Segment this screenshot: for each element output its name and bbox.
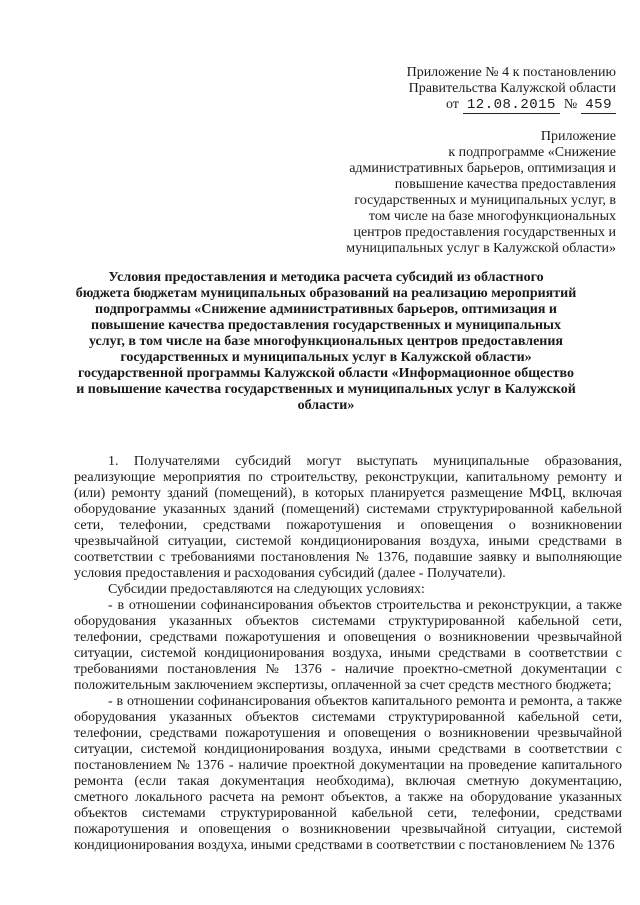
date-prefix: от: [445, 97, 459, 112]
sub-appendix-line: центров предоставления государственных и: [353, 225, 616, 240]
number-stamp: 459: [581, 97, 616, 114]
sub-appendix-line: административных барьеров, оптимизация и: [349, 161, 616, 176]
sub-appendix-line: к подпрограмме «Снижение: [448, 145, 616, 160]
sub-appendix-line: государственных и муниципальных услуг, в: [354, 193, 616, 208]
appendix-date-line: [376, 97, 616, 114]
title-line: услуг, в том числе на базе многофункциональных центров предоставления: [88, 334, 564, 349]
title-line: подпрограммы «Снижение административных барьеров, оптимизация и: [95, 302, 557, 317]
appendix-header-line: Приложение № 4 к постановлению: [406, 65, 616, 80]
document-title: [56, 270, 596, 414]
document-body: [74, 454, 622, 854]
sub-appendix-line: повышение качества предоставления: [394, 177, 616, 192]
sub-appendix-line: муниципальных услуг в Калужской области»: [346, 241, 616, 256]
title-line: государственной программы Калужской области «Информационное общество: [78, 366, 574, 381]
number-prefix: №: [563, 97, 578, 112]
appendix-header: [376, 65, 616, 114]
paragraph-recipients: 1. Получателями субсидий могут выступать муниципальные образования, реализующие мероприятия по строительству, реконструкции, капитальному ремонту и (или) ремонту зданий (помещений), в которых планируется размещение МФЦ, включая оборудование указанных зданий (помещений) системами структурированной кабельной сети, телефонии, средствами пожаротушения и оповещения о возникновении чрезвычайной ситуации, системой кондиционирования воздуха, иными средствами в соответствии с требованиями постановления № 1376, подавшие заявку и выполняющие условия предоставления и расходования субсидий (далее - Получатели).: [74, 454, 622, 581]
title-line: государственных и муниципальных услуг в Калужской области»: [120, 350, 532, 365]
title-line: области»: [297, 398, 355, 413]
paragraph-repair-condition: - в отношении софинансирования объектов капитального ремонта и ремонта, а также оборудования указанных объектов системами структурированной кабельной сети, телефонии, средствами пожаротушения и оповещения о возникновении чрезвычайной ситуации, системой кондиционирования воздуха, иными средствами в соответствии с постановлением № 1376 - наличие проектной документации на проведение капитального ремонта (если такая документация необходима), включая сметную документацию, сметного локального расчета на ремонт объектов, а также на оборудование указанных объектов системами структурированной кабельной сети, телефонии, средствами пожаротушения и оповещения о возникновении чрезвычайной ситуации, системой кондиционирования воздуха, иными средствами в соответствии с постановлением № 1376: [74, 694, 622, 853]
title-line: повышение качества предоставления государственных и муниципальных: [91, 318, 561, 333]
date-stamp: 12.08.2015: [463, 97, 560, 114]
title-line: бюджета бюджетам муниципальных образований на реализацию мероприятий: [75, 286, 577, 301]
title-line: Условия предоставления и методика расчета субсидий из областного: [108, 270, 544, 285]
paragraph-construction-condition: - в отношении софинансирования объектов строительства и реконструкции, а также оборудования указанных объектов системами структурированной кабельной сети, телефонии, средствами пожаротушения и оповещения о возникновении чрезвычайной ситуации, системой кондиционирования воздуха, иными средствами в соответствии с требованиями постановления № 1376 - наличие проектно-сметной документации с положительным заключением экспертизы, оплаченной за счет средств местного бюджета;: [74, 598, 622, 693]
title-line: и повышение качества государственных и муниципальных услуг в Калужской: [76, 382, 576, 397]
appendix-header-line: Правительства Калужской области: [408, 81, 616, 96]
sub-appendix: [296, 129, 616, 257]
sub-appendix-line: Приложение: [540, 129, 616, 144]
paragraph-conditions-intro: Субсидии предоставляются на следующих условиях:: [108, 582, 425, 597]
sub-appendix-line: том числе на базе многофункциональных: [368, 209, 616, 224]
